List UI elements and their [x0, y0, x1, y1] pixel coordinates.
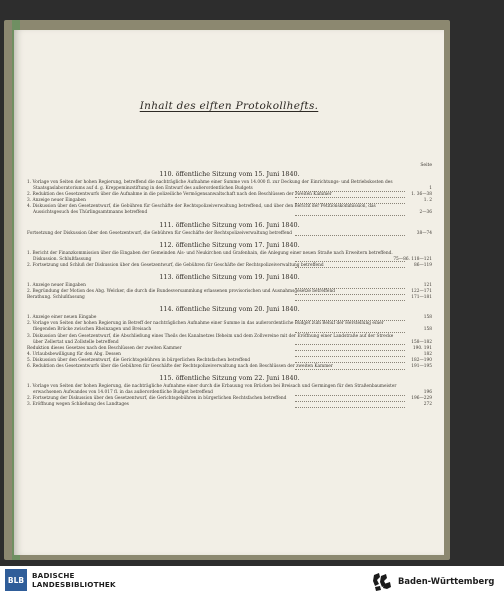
toc-entry-page: 158 — [423, 327, 432, 333]
page-column-label: Seite — [420, 163, 432, 168]
toc-entry-page: 121 — [423, 282, 432, 288]
toc-entry-page: 1. 2 — [423, 198, 432, 204]
toc-entry-text: 2. Vorlage von Seiten der hohen Regierung in Betreff der nachträglichen Aufnahme einer Summe in das außerordentliche Budget zum Behuf der Herstellung einer fliegenden Brücke zwischen Rheinzagen und Breisach — [27, 321, 384, 333]
toc-entry — [27, 295, 432, 301]
toc-entry-text: 1. Vorlage von Seiten der hohen Regierung, die nachträgliche Aufnahme einer durch die Erbauung von Brücken bei Breisach und Germingen für den Straßenbaumeister erwachsenen Aufwandes von 14.017 fl. in das außerordentliche Budget betreffend — [27, 384, 397, 396]
library-name: BADISCHE LANDESBIBLIOTHEK — [32, 571, 116, 589]
toc-entry-text: 1. Bericht der Finanzkommission über die Eingaben der Gemeinden Als- und Neukirchen und Grafenhain, die Anlegung einer neuen Straße nach Erweitern betreffend. Diskussion. Schlußfassung — [27, 250, 393, 262]
session-heading: 110. öffentliche Sitzung vom 15. Juni 1840. — [159, 170, 300, 178]
session-heading: 111. öffentliche Sitzung vom 16. Juni 1840. — [159, 220, 300, 229]
session-heading: 113. öffentliche Sitzung vom 19. Juni 1840. — [159, 272, 300, 281]
toc-entry — [27, 364, 432, 370]
table-of-contents — [27, 170, 432, 408]
toc-entry-text: Berathung. Schlußfassung — [27, 295, 85, 301]
leader-dots — [295, 369, 405, 370]
toc-entry-page: 182—190 — [411, 357, 432, 363]
toc-entry-page: 196—229 — [411, 396, 432, 402]
toc-entry-text: 3. Anzeige neuer Eingaben — [27, 198, 86, 204]
toc-entry-text: Fortsetzung der Diskussion über den Gesetzentwurf, die Gebühren für Geschäfte der Rechtspolizeiverwaltung betreffend — [27, 230, 292, 236]
state-name: Baden-Württemberg — [398, 576, 495, 586]
toc-entry-page: 1. 36—38 — [411, 192, 432, 198]
blb-logo: BLB — [5, 569, 27, 591]
toc-entry-page: 38—74 — [416, 230, 432, 236]
toc-entry — [27, 204, 432, 216]
toc-entry-text: 1. Anzeige einer neuen Eingabe — [27, 315, 97, 321]
toc-entry-text: 1. Anzeige neuer Eingaben — [27, 282, 86, 288]
leader-dots — [295, 235, 405, 236]
toc-entry-text: 4. Urlaubsbewilligung für den Abg. Dessen — [27, 351, 121, 357]
toc-entry-page: 171—181 — [411, 295, 432, 301]
toc-entry-page: 182 — [423, 351, 432, 357]
document-page — [14, 30, 444, 555]
toc-entry-page: 75—86. 118—121 — [393, 256, 432, 262]
toc-entry-page: 122—171 — [411, 289, 432, 295]
toc-entry — [27, 334, 432, 346]
toc-entry-text: 2. Begründung der Motion des Abg. Welcker, die durch die Bundesversammlung erlassenen provisorischen und Ausnahmsgesetze betreffend — [27, 289, 335, 295]
toc-entry-page: 191—195 — [411, 363, 432, 369]
toc-entry-page: 272 — [423, 402, 432, 408]
toc-entry — [27, 321, 432, 333]
toc-entry-text: 2. Fortsetzung der Diskussion über den Gesetzentwurf, die Gerichtsgebühren in bürgerlichen Rechtsfachen betreffend — [27, 396, 287, 402]
toc-entry-text: 5. Diskussion über den Gesetzentwurf, die Gerichtsgebühren in bürgerlichen Rechtsfachen betreffend — [27, 357, 251, 363]
toc-entry-text: 3. Eröffnung wegen Schließung des Landtages — [27, 402, 129, 408]
leader-dots — [295, 300, 405, 301]
toc-entry — [27, 231, 432, 237]
toc-entry — [27, 251, 432, 263]
toc-entry-text: 3. Diskussion über den Gesetzentwurf, die Abschließung eines Theils des Kanalnetzes Ifeheim und dem Zollvereine mit der Eröffnung einer Landstraße auf der Strecke über Zellertat und Zollstelle betreffend — [27, 333, 394, 345]
footer-bar — [0, 566, 504, 595]
toc-entry-text: 2. Fortsetzung und Schluß der Diskussion über den Gesetzentwurf, die Gebühren für Geschäfte der Rechtspolizeiverwaltung betreffend — [27, 262, 324, 268]
toc-entry-page: 158—182 — [411, 339, 432, 345]
leader-dots — [295, 267, 405, 268]
toc-entry-page: 2—36 — [419, 210, 432, 216]
session-heading: 114. öffentliche Sitzung vom 20. Juni 1840. — [159, 305, 300, 314]
toc-entry-text: 1. Vorlage von Seiten der hohen Regierung, betreffend die nachträgliche Aufnahme einer Summe von 14.000 fl. zur Deckung der Einrichtungs- und Betriebskosten des Staatsgaslaboratoriums auf d. g. Kreppeminzstiftung in den Entwurf des außerordentlichen Budgets — [27, 180, 393, 192]
session-heading: 115. öffentliche Sitzung vom 22. Juni 1840. — [159, 374, 300, 383]
state-emblem-icon — [371, 570, 393, 592]
document-title: Inhalt des elften Protokollhefts. — [139, 100, 319, 112]
toc-entry — [27, 180, 432, 192]
leader-dots — [295, 215, 405, 216]
toc-entry — [27, 402, 432, 408]
toc-entry-text: 4. Diskussion über den Gesetzentwurf, die Gebühren für Geschäfte der Rechtspolizeiverwaltung betreffend, und über den Bericht der Petitionskommission, das Aussichtsgesuch des Thürlingsamtmanns betreffend — [27, 204, 376, 216]
toc-entry-text: 2. Reduktion des Gesetzentwurfs über die Aufnahme in die polizeiliche Vermögensanwaltschaft nach den Beschlüssen der zweiten Kammer — [27, 192, 332, 198]
toc-entry-page: 1 — [429, 186, 432, 192]
toc-entry — [27, 263, 432, 269]
toc-entry-page: 86—119 — [414, 262, 432, 268]
toc-entry-text: Reduktion dieses Gesetzes nach den Beschlüssen der zweiten Kammer — [27, 345, 182, 351]
leader-dots — [295, 407, 405, 408]
toc-entry-text: 6. Reduktion des Gesetzentwurfs über die Gebühren für Geschäfte der Rechtspolizeiverwaltung nach den Beschlüssen der zweiten Kammer — [27, 363, 333, 369]
toc-entry-page: 196 — [423, 390, 432, 396]
toc-entry — [27, 384, 432, 396]
session-heading: 112. öffentliche Sitzung vom 17. Juni 1840. — [159, 240, 300, 249]
toc-entry-page: 158 — [423, 315, 432, 321]
toc-entry-page: 190. 191 — [412, 345, 432, 351]
